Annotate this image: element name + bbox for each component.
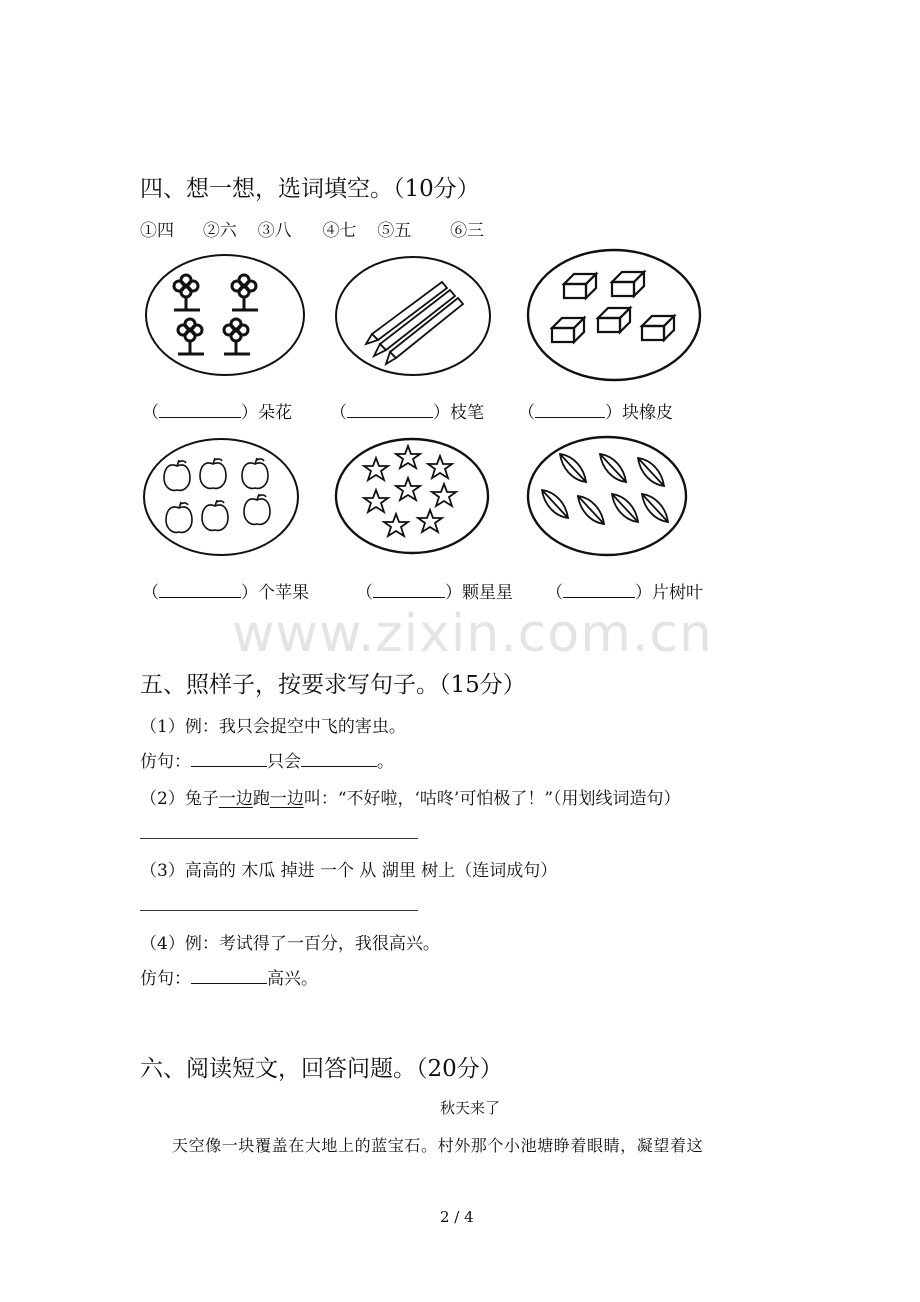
option: ⑥三 <box>450 221 485 241</box>
section6-heading: 六、阅读短文，回答问题。（20分） <box>140 1056 503 1082</box>
eraser-icon <box>552 318 584 342</box>
fill-erasers <box>518 398 673 423</box>
eraser-icon <box>598 308 630 332</box>
fill-pencils <box>330 398 484 423</box>
stars-oval <box>334 436 490 556</box>
star-icon <box>428 456 452 478</box>
fill-stars <box>356 578 513 603</box>
section4-heading: 四、想一想，选词填空。（10分） <box>140 176 480 202</box>
paren-open: （ <box>142 583 159 603</box>
apple-icon <box>202 500 228 530</box>
imitation-end: 高兴。 <box>267 969 318 989</box>
page-number: 2 / 4 <box>440 1208 474 1226</box>
paren-close: ） <box>241 583 258 603</box>
eraser-icon <box>612 272 644 296</box>
q4-imitation <box>140 964 318 989</box>
underlined-word: 一边 <box>218 789 253 809</box>
leaf-icon <box>638 458 664 486</box>
flower-icon <box>174 275 200 310</box>
flower-icon <box>178 319 204 354</box>
apple-icon <box>166 502 192 532</box>
q2-mid: 跑 <box>252 789 270 809</box>
leaf-icon <box>600 454 626 482</box>
noun-label: 颗星星 <box>462 583 513 603</box>
q2-rest: 叫：“不好啦，‘咕咚’可怕极了！”（用划线词造句） <box>303 789 681 809</box>
leaf-icon <box>578 496 604 524</box>
paren-open: （ <box>546 583 563 603</box>
apples-oval <box>142 436 300 558</box>
star-icon <box>396 478 420 500</box>
paren-close: ） <box>605 403 622 423</box>
q1-imitation <box>140 747 394 772</box>
paren-close: ） <box>445 583 462 603</box>
noun-label: 块橡皮 <box>622 403 673 423</box>
answer-line[interactable] <box>140 838 418 839</box>
apple-icon <box>242 458 268 488</box>
pencils-oval <box>334 254 492 378</box>
option: ①四 <box>140 221 174 241</box>
leaf-icon <box>642 494 668 522</box>
q1-example: （1）例：我只会捉空中飞的害虫。 <box>140 717 406 737</box>
answer-blank[interactable] <box>301 751 377 767</box>
answer-blank[interactable] <box>373 582 445 598</box>
answer-blank[interactable] <box>563 582 635 598</box>
apple-icon <box>164 460 190 490</box>
apple-icon <box>244 494 270 524</box>
answer-blank[interactable] <box>191 751 267 767</box>
imitation-end: 。 <box>377 752 394 772</box>
option: ④七 <box>322 221 357 241</box>
imitation-mid: 只会 <box>267 752 301 772</box>
apple-icon <box>200 458 226 488</box>
watermark: www.zixin.com.cn <box>232 604 713 664</box>
eraser-icon <box>642 316 674 340</box>
leaves-oval <box>526 434 688 558</box>
star-icon <box>432 484 456 506</box>
noun-label: 枝笔 <box>450 403 484 423</box>
flower-icon <box>224 319 250 354</box>
passage-paragraph: 天空像一块覆盖在大地上的蓝宝石。村外那个小池塘睁着眼睛，凝望着这 <box>172 1136 704 1155</box>
fill-flowers <box>142 398 292 423</box>
eraser-icon <box>564 274 596 298</box>
underlined-word: 一边 <box>269 789 304 809</box>
answer-blank[interactable] <box>191 968 267 984</box>
paren-close: ） <box>241 403 258 423</box>
paren-open: （ <box>142 403 159 423</box>
imitation-prefix: 仿句： <box>140 969 191 989</box>
q2-text <box>140 784 681 809</box>
leaf-icon <box>542 490 568 518</box>
flower-icon <box>232 275 258 310</box>
q3-text: （3）高高的 木瓜 掉进 一个 从 湖里 树上（连词成句） <box>140 861 558 881</box>
q2-prefix: （2）兔子 <box>140 789 219 809</box>
leaf-icon <box>560 454 586 482</box>
star-icon <box>384 514 408 536</box>
noun-label: 个苹果 <box>258 583 309 603</box>
noun-label: 朵花 <box>258 403 292 423</box>
q4-example: （4）例：考试得了一百分，我很高兴。 <box>140 934 440 954</box>
fill-leaves <box>546 578 703 603</box>
star-icon <box>364 458 388 480</box>
answer-blank[interactable] <box>347 402 433 418</box>
paren-open: （ <box>330 403 347 423</box>
options-row <box>140 216 484 241</box>
answer-blank[interactable] <box>159 402 241 418</box>
paren-close: ） <box>635 583 652 603</box>
answer-line[interactable] <box>140 910 418 911</box>
answer-blank[interactable] <box>535 402 605 418</box>
paren-close: ） <box>433 403 450 423</box>
option: ③八 <box>257 221 292 241</box>
passage-title: 秋天来了 <box>440 1099 501 1117</box>
section5-heading: 五、照样子，按要求写句子。（15分） <box>140 672 526 698</box>
paren-open: （ <box>356 583 373 603</box>
imitation-prefix: 仿句： <box>140 752 191 772</box>
option: ②六 <box>202 221 237 241</box>
option: ⑤五 <box>377 221 412 241</box>
noun-label: 片树叶 <box>652 583 703 603</box>
flowers-oval <box>144 252 306 378</box>
star-icon <box>364 490 388 512</box>
star-icon <box>418 510 442 532</box>
erasers-oval <box>526 248 702 382</box>
paren-open: （ <box>518 403 535 423</box>
leaf-icon <box>612 494 638 522</box>
answer-blank[interactable] <box>159 582 241 598</box>
fill-apples <box>142 578 309 603</box>
star-icon <box>396 446 420 468</box>
